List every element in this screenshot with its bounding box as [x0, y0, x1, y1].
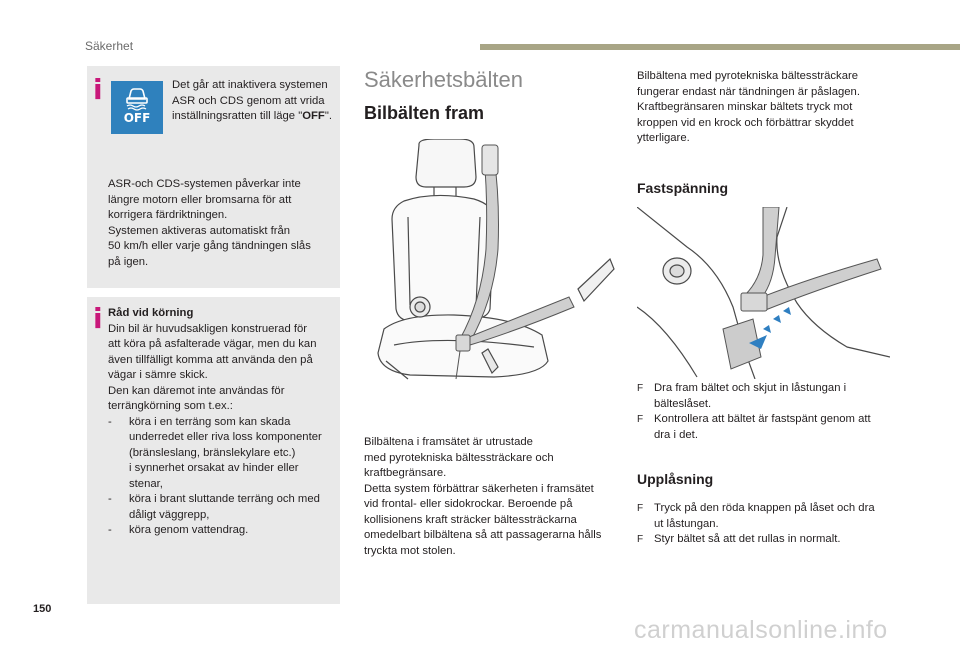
asr-deactivate-text: Det går att inaktivera systemen ASR och CDS genom att vrida inställningsratten till läge "OFF". [172, 79, 332, 122]
section-label: Säkerhet [85, 39, 134, 53]
list-item: - köra i brant sluttande terräng och med dåligt väggrepp, [108, 493, 320, 521]
info-icon: i [93, 302, 103, 335]
pyrotechnic-info-text: Bilbältena med pyrotekniska bältessträckare fungerar endast när tändningen är påslagen. Kraftbegränsaren minskar bältets tryck mot kroppen vid en krock och förbättrar skyddet ytterligare. [637, 70, 860, 144]
asr-effects-text: ASR-och CDS-systemen påverkar inte längre motorn eller bromsarna för att korrigera färdriktningen. Systemen aktiveras automatiskt från 50 km/h eller varje gång tändningen slås på igen. [108, 178, 311, 268]
section-heading-unlocking: Upplåsning [637, 471, 714, 487]
info-icon: i [93, 73, 103, 106]
header-accent-bar [480, 44, 960, 50]
list-item: F Dra fram bältet och skjut in låstungan i bälteslåset. [637, 382, 847, 410]
off-label: OFF [123, 111, 151, 125]
list-item: F Styr bältet så att det rullas in normalt. [637, 533, 841, 545]
page-number: 150 [33, 603, 52, 615]
fastening-steps [637, 381, 897, 443]
section-heading-front-belts: Bilbälten fram [364, 103, 485, 123]
watermark: carmanualsonline.info [634, 616, 888, 644]
driving-advice-text: Råd vid körning Din bil är huvudsakligen konstruerad för att köra på asfalterade vägar, men du kan även tillfälligt komma att använda den på vägar i sämre skick. Den kan däremot inte användas för terrängkörning som t.ex.: - köra i en terräng som kan skada underredet eller riva loss komponenter (bränsleslang, bränslekylare etc.) i synnerhet orsakat av hinder eller stenar, - köra i brant sluttande terräng och med dåligt väggrepp, - köra genom vattendrag. [108, 306, 340, 539]
list-item: F Kontrollera att bältet är fastspänt genom att dra i det. [637, 413, 871, 441]
front-belts-description: Bilbältena i framsätet är utrustade med pyrotekniska bältessträckare och kraftbegränsare. Detta system förbättrar säkerheten i framsätet vid frontal- eller sidokrockar. Beroende på kollisionens kraft sträcker bältessträckarna omedelbart bilbältena så att passagerarna hålls tryckta mot stolen. [364, 436, 602, 557]
driving-advice-title: Råd vid körning [108, 307, 194, 319]
asr-off-icon [111, 81, 163, 134]
list-item: - köra genom vattendrag. [108, 524, 249, 536]
list-item: - köra i en terräng som kan skada underredet eller riva loss komponenter (bränsleslang, bränslekylare etc.) i synnerhet orsakat av hinder eller stenar, [108, 415, 322, 490]
list-item: F Tryck på den röda knappen på låset och dra ut låstungan. [637, 502, 875, 530]
unlocking-steps [637, 501, 897, 548]
fastening-illustration [637, 207, 890, 379]
section-heading-fastening: Fastspänning [637, 180, 729, 196]
page-title: Säkerhetsbälten [364, 67, 523, 92]
front-seat-belt-illustration [364, 139, 617, 384]
